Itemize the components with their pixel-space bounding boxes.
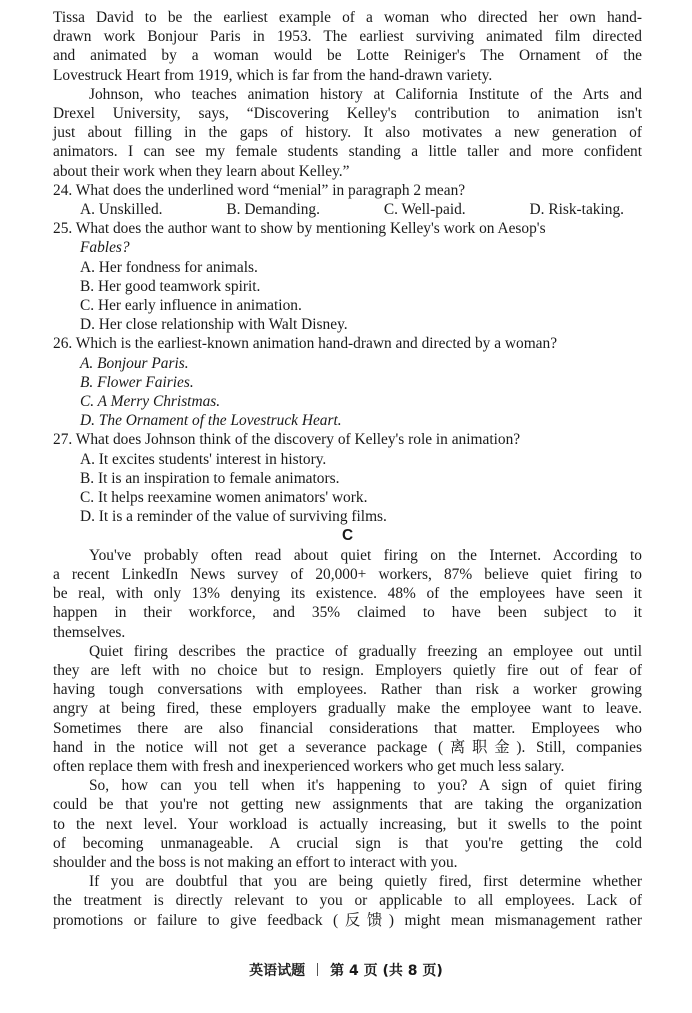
option-b: B. It is an inspiration to female animators.: [80, 469, 340, 487]
text-line: animators. I can see my female students standing a little taller and more confident: [53, 143, 642, 161]
text-line: So, how can you tell when it's happening to you? A sign of quiet firing: [89, 777, 642, 795]
text-line: be real, with only 13% denying its existence. 48% of the employees have seen it: [53, 585, 642, 603]
option-c: C. A Merry Christmas.: [80, 393, 221, 411]
option-b: B. Her good teamwork spirit.: [80, 277, 261, 295]
passage-c-paragraph-4: [53, 872, 642, 930]
option-row: [53, 200, 642, 219]
text-line: and animated by a woman would be Lotte Reiniger's The Ornament of the: [53, 47, 642, 65]
text-line: themselves.: [53, 623, 126, 641]
question-stem-cont: Fables?: [80, 239, 130, 257]
passage-c-paragraph-2: [53, 642, 642, 776]
option-d: D. It is a reminder of the value of surviving films.: [80, 508, 387, 526]
passage-b-paragraph-1: [53, 8, 642, 85]
question-24: [53, 181, 642, 219]
text-line: drawn work Bonjour Paris in 1953. The earliest surviving animated film directed: [53, 28, 642, 46]
option-d: D. Risk-taking.: [529, 201, 624, 219]
text-line: Quiet firing describes the practice of gradually freezing an employee out until: [89, 642, 642, 660]
text-line: a recent LinkedIn News survey of 20,000+ workers, 87% believe quiet firing to: [53, 565, 642, 583]
option-b: B. Demanding.: [226, 201, 320, 219]
text-line: of becoming unmanageable. A crucial sign is that you're getting the cold: [53, 834, 642, 852]
page-number: 第 4 页 (共 8 页): [330, 963, 443, 979]
page-footer: [0, 960, 692, 980]
text-line: You've probably often read about quiet firing on the Internet. According to: [89, 546, 642, 564]
subject-label: 英语试题: [249, 963, 306, 979]
text-line: could be that you're not getting new assignments that are taking the organization: [53, 796, 642, 814]
option-c: C. Well-paid.: [383, 201, 466, 219]
question-25: [53, 219, 642, 334]
text-line: If you are doubtful that you are being quietly fired, first determine whether: [89, 873, 642, 891]
passage-c-paragraph-1: [53, 546, 642, 642]
text-line: they are left with no choice but to resign. Employers quietly fire out of fear of: [53, 661, 642, 679]
option-c: C. Her early influence in animation.: [80, 297, 302, 315]
question-stem: 27. What does Johnson think of the discovery of Kelley's role in animation?: [53, 431, 521, 449]
text-line: hand in the notice will not get a severance package (离职金). Still, companies: [53, 738, 642, 756]
question-26: [53, 334, 642, 430]
option-a: A. Her fondness for animals.: [80, 258, 258, 276]
text-line: angry at being fired, these employers gradually make the employee want to leave.: [53, 700, 642, 718]
text-line: Johnson, who teaches animation history at California Institute of the Arts and: [89, 85, 642, 103]
text-line: having tough conversations with employees. Rather than risk a worker growing: [53, 681, 642, 699]
text-line: Drexel University, says, “Discovering Kelley's contribution to animation isn't: [53, 105, 642, 123]
text-line: just about filling in the gaps of history. It also motivates a new generation of: [53, 124, 642, 142]
option-d: D. The Ornament of the Lovestruck Heart.: [80, 412, 342, 430]
text-line: Tissa David to be the earliest example of a woman who directed her own hand-: [53, 9, 642, 26]
option-b: B. Flower Fairies.: [80, 373, 194, 391]
footer-divider: [317, 963, 318, 976]
text-line: to the next level. Your workload is actually increasing, but it swells to the point: [53, 815, 642, 833]
text-line: often replace them with fresh and inexperienced workers who get much less salary.: [53, 757, 565, 775]
text-line: promotions or failure to give feedback (反馈) might mean mismanagement rather: [53, 911, 642, 929]
text-line: happen in their workforce, and 35% claimed to have been subject to it: [53, 604, 642, 622]
option-d: D. Her close relationship with Walt Disney.: [80, 316, 348, 334]
option-a: A. It excites students' interest in history.: [80, 450, 327, 468]
option-c: C. It helps reexamine women animators' work.: [80, 489, 368, 507]
text-line: Sometimes there are also financial considerations that matter. Employees who: [53, 719, 642, 737]
text-line: about their work when they learn about Kelley.”: [53, 162, 350, 180]
section-heading: C: [341, 527, 354, 545]
text-line: Lovestruck Heart from 1919, which is far from the hand-drawn variety.: [53, 66, 493, 84]
text-line: shoulder and the boss is not making an effort to interact with you.: [53, 853, 458, 871]
question-27: [53, 430, 642, 526]
question-stem: 26. Which is the earliest-known animation hand-drawn and directed by a woman?: [53, 335, 558, 353]
text-line: the treatment is directly relevant to you or applicable to all employees. Lack of: [53, 892, 642, 910]
option-a: A. Bonjour Paris.: [80, 354, 189, 372]
question-stem: 25. What does the author want to show by mentioning Kelley's work on Aesop's: [53, 220, 546, 238]
passage-c-paragraph-3: [53, 776, 642, 872]
question-stem: 24. What does the underlined word “menial” in paragraph 2 mean?: [53, 181, 466, 199]
option-a: A. Unskilled.: [80, 201, 163, 219]
passage-b-paragraph-2: [53, 85, 642, 181]
